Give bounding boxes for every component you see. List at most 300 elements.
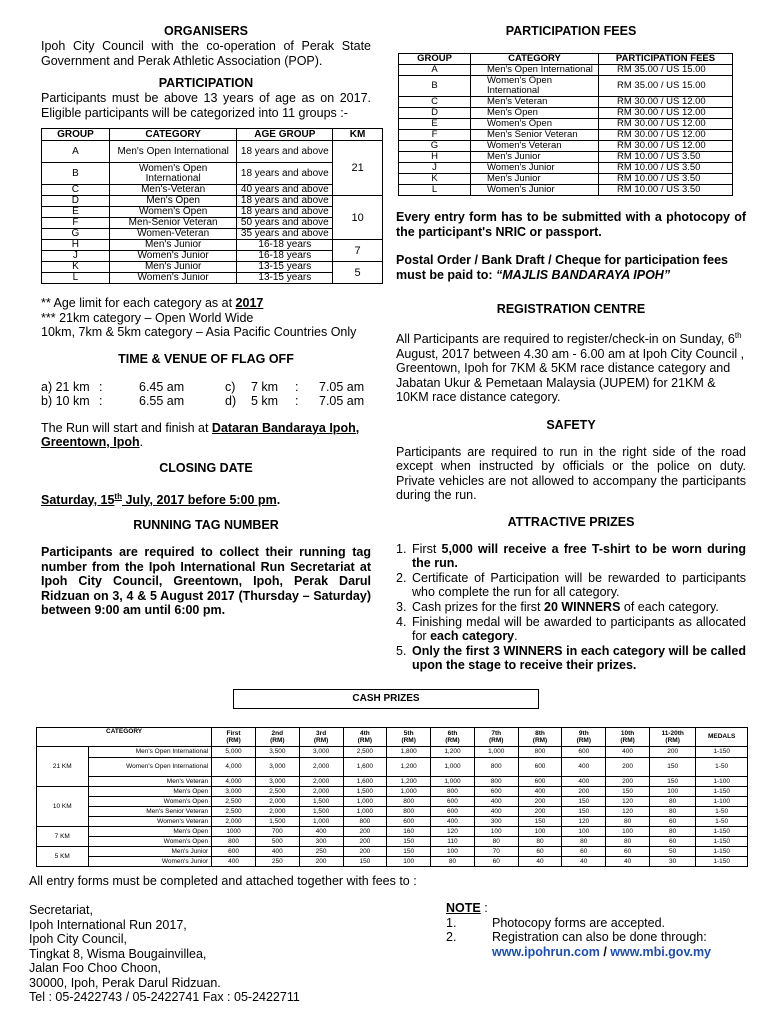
prize-text-part: First: [412, 541, 442, 556]
asia-pacific-note: 10km, 7km & 5km category – Asia Pacific Countries Only: [41, 325, 357, 339]
cash-value-cell: 150: [387, 847, 431, 857]
fees-row: [399, 119, 733, 130]
cash-value-cell: 60: [474, 857, 518, 867]
group-cell-km: 21: [333, 141, 383, 196]
group-cell-category: Men's Open: [109, 196, 237, 207]
payment-note: [396, 253, 746, 282]
cash-value-cell: 150: [606, 787, 650, 797]
prize-text-part: 20 WINNERS: [544, 599, 621, 614]
col-group: GROUP: [42, 129, 110, 141]
prize-item: [396, 542, 746, 570]
cash-value-cell: 110: [431, 837, 475, 847]
note-colon: :: [480, 901, 488, 915]
age-limit-note-text: ** Age limit for each category as at: [41, 296, 236, 310]
prize-text: [412, 571, 746, 599]
open-world-note: *** 21km category – Open World Wide: [41, 310, 254, 325]
cash-row: [37, 817, 748, 827]
participation-heading: PARTICIPATION: [158, 76, 254, 90]
cash-value-cell: 150: [343, 857, 387, 867]
cash-value-cell: 1,000: [474, 747, 518, 758]
flag-dist: 5 km: [251, 394, 279, 408]
flag-time: 6.45 am: [139, 379, 185, 394]
cash-col-header-bottom: (RM): [665, 737, 680, 744]
cash-value-cell: 200: [343, 837, 387, 847]
prize-number: 3.: [396, 599, 407, 614]
cash-col-header: [649, 728, 695, 747]
cash-col-header-bottom: (RM): [357, 737, 373, 744]
cash-value-cell: 3,500: [255, 747, 299, 758]
fees-row: [399, 141, 733, 152]
entry-form-note: Every entry form has to be submitted with a photocopy of the participant's NRIC or passport.: [396, 210, 746, 239]
cash-col-header-top: 2nd: [271, 729, 284, 737]
cash-category-cell: Women's Junior: [88, 857, 212, 867]
participation-text: Participants must be above 13 years of age as on 2017. Eligible participants will be categorized into 11 groups :-: [41, 91, 371, 120]
cash-value-cell: 2,500: [255, 787, 299, 797]
group-row: [42, 262, 383, 273]
cash-col-header-bottom: (RM): [226, 737, 241, 744]
cash-value-cell: 60: [518, 847, 562, 857]
note-text: Registration can also be done through:: [492, 930, 707, 944]
registration-links: [446, 945, 746, 960]
cash-value-cell: 200: [518, 807, 562, 817]
cash-value-cell: 600: [431, 807, 475, 817]
address-line: Jalan Foo Choo Choon,: [29, 961, 162, 975]
group-cell-category: Men's Junior: [109, 262, 237, 273]
cash-value-cell: 80: [562, 837, 606, 847]
fees-cell-group: K: [399, 174, 471, 185]
group-cell-age: 18 years and above: [237, 196, 333, 207]
flag-letter: d): [225, 394, 237, 408]
registration-sup: th: [734, 331, 742, 340]
cash-col-header-bottom: (RM): [313, 737, 329, 744]
group-cell-category: Men's Junior: [109, 240, 237, 251]
cash-value-cell: 400: [255, 847, 299, 857]
fees-cell-group: A: [399, 65, 471, 76]
cash-col-header-top: 9th: [578, 729, 589, 737]
cash-value-cell: 150: [649, 758, 695, 777]
cash-value-cell: 400: [299, 827, 343, 837]
cash-km-cell: 21 KM: [37, 747, 89, 787]
col-category: CATEGORY: [109, 129, 237, 141]
cash-value-cell: 1,500: [299, 797, 343, 807]
fees-cell-category: Men's Open International: [471, 65, 599, 76]
cash-value-cell: 800: [343, 817, 387, 827]
fees-cell-fee: RM 10.00 / US 3.50: [599, 174, 733, 185]
prize-text: [412, 615, 746, 643]
groups-table: [41, 128, 383, 284]
cash-value-cell: 1-50: [696, 817, 748, 827]
cash-value-cell: 60: [606, 847, 650, 857]
cash-value-cell: 40: [562, 857, 606, 867]
cash-value-cell: 1-150: [696, 837, 748, 847]
cash-value-cell: 800: [387, 807, 431, 817]
cash-col-header-top: 6th: [447, 729, 458, 737]
group-cell-category: Women's Open: [109, 207, 237, 218]
flag-time: 7.05 am: [319, 379, 365, 394]
fees-cell-fee: RM 35.00 / US 15.00: [599, 76, 733, 97]
cash-value-cell: 600: [212, 847, 256, 857]
cash-col-header-top: 3rd: [316, 729, 327, 737]
cash-value-cell: 3,000: [255, 777, 299, 787]
group-row: [42, 163, 383, 185]
cash-value-cell: 60: [562, 847, 606, 857]
cash-value-cell: 80: [649, 827, 695, 837]
fees-row: [399, 130, 733, 141]
group-cell-group: F: [42, 218, 110, 229]
age-limit-year: 2017: [235, 296, 264, 310]
cash-km-cell: 5 KM: [37, 847, 89, 867]
age-limit-note: [41, 296, 371, 311]
cash-value-cell: 1,000: [431, 758, 475, 777]
cash-value-cell: 800: [387, 797, 431, 807]
prize-text-part: 5,000 will receive a free T-shirt to be worn during the run.: [412, 541, 746, 570]
group-row: [42, 185, 383, 196]
cash-value-cell: 80: [606, 817, 650, 827]
fees-row: [399, 185, 733, 196]
note-number: 1.: [446, 915, 457, 930]
safety-text: Participants are required to run in the right side of the road except when instructed by officials or the police on duty. Private vehicles are not allowed to accompany the participants during the run.: [396, 444, 746, 503]
group-cell-age: 50 years and above: [237, 218, 333, 229]
cash-value-cell: 1-50: [696, 807, 748, 817]
cash-value-cell: 100: [387, 857, 431, 867]
cash-row: [37, 837, 748, 847]
cash-value-cell: 1,000: [299, 817, 343, 827]
cash-value-cell: 400: [562, 777, 606, 787]
cash-row: [37, 807, 748, 817]
cash-value-cell: 800: [431, 787, 475, 797]
fees-cell-group: L: [399, 185, 471, 196]
cash-value-cell: 4,000: [212, 777, 256, 787]
registration-text-a: All Participants are required to register/check-in on Sunday, 6: [396, 332, 735, 347]
cash-col-header-bottom: (RM): [620, 737, 635, 744]
fees-row: [399, 152, 733, 163]
cash-category-cell: Men's Open: [88, 787, 212, 797]
fees-table-body: [399, 65, 733, 196]
fees-heading: PARTICIPATION FEES: [505, 24, 637, 38]
cash-value-cell: 400: [474, 807, 518, 817]
cash-value-cell: 800: [212, 837, 256, 847]
organisers-heading: ORGANISERS: [163, 24, 249, 38]
cash-value-cell: 400: [606, 747, 650, 758]
fees-row: [399, 163, 733, 174]
cash-value-cell: 70: [474, 847, 518, 857]
cash-value-cell: 1,000: [343, 807, 387, 817]
fees-cell-category: Men's Senior Veteran: [471, 130, 599, 141]
safety-heading: SAFETY: [546, 417, 596, 432]
group-cell-age: 40 years and above: [237, 185, 333, 196]
group-cell-group: H: [42, 240, 110, 251]
prize-text-part: of each category.: [620, 599, 719, 614]
cash-km-cell: 10 KM: [37, 787, 89, 827]
fees-col-group: GROUP: [399, 54, 471, 65]
fees-cell-fee: RM 10.00 / US 3.50: [599, 152, 733, 163]
organisers-text: Ipoh City Council with the co-operation of Perak State Government and Perak Athletic Association (POP).: [41, 39, 371, 68]
group-cell-category: Men-Senior Veteran: [109, 218, 237, 229]
fees-cell-category: Women's Open: [471, 119, 599, 130]
group-cell-age: 16-18 years: [237, 251, 333, 262]
cash-value-cell: 1,800: [387, 747, 431, 758]
group-row: [42, 240, 383, 251]
group-row: [42, 229, 383, 240]
cash-value-cell: 2,500: [212, 797, 256, 807]
closing-date-b: July, 2017 before 5:00 pm: [121, 492, 277, 507]
cash-value-cell: 1-50: [696, 758, 748, 777]
cash-value-cell: 1-150: [696, 827, 748, 837]
fees-cell-fee: RM 10.00 / US 3.50: [599, 163, 733, 174]
cash-col-header: [255, 728, 299, 747]
cash-prizes-title: CASH PRIZES: [233, 689, 539, 709]
cash-value-cell: 2,000: [299, 758, 343, 777]
cash-value-cell: 1,200: [387, 758, 431, 777]
cash-row: [37, 797, 748, 807]
cash-value-cell: 40: [518, 857, 562, 867]
cash-value-cell: 400: [431, 817, 475, 827]
cash-value-cell: 160: [387, 827, 431, 837]
group-cell-group: E: [42, 207, 110, 218]
cash-row: [37, 758, 748, 777]
flag-colon: :: [99, 379, 103, 394]
prize-text-part: Cash prizes for the first: [412, 599, 544, 614]
cash-value-cell: 1,600: [343, 777, 387, 787]
cash-col-header-top: CATEGORY: [106, 728, 143, 735]
cash-value-cell: 2,000: [255, 797, 299, 807]
group-row: [42, 273, 383, 284]
fees-table: [398, 53, 733, 196]
secretariat-address: [29, 903, 429, 1005]
group-cell-category: Women-Veteran: [109, 229, 237, 240]
cash-value-cell: 80: [649, 797, 695, 807]
prizes-list: [396, 542, 746, 672]
cash-value-cell: 80: [606, 837, 650, 847]
group-cell-group: G: [42, 229, 110, 240]
prize-number: 2.: [396, 570, 407, 585]
group-cell-age: 18 years and above: [237, 163, 333, 185]
cash-value-cell: 120: [431, 827, 475, 837]
prize-number: 5.: [396, 643, 407, 658]
cash-value-cell: 1,000: [387, 787, 431, 797]
cash-value-cell: 300: [299, 837, 343, 847]
cash-value-cell: 250: [255, 857, 299, 867]
fees-row: [399, 174, 733, 185]
cash-value-cell: 2,000: [255, 807, 299, 817]
cash-value-cell: 100: [649, 787, 695, 797]
flag-off-heading: TIME & VENUE OF FLAG OFF: [118, 351, 294, 366]
group-cell-category: Men's Open International: [109, 141, 237, 163]
cash-row: [37, 747, 748, 758]
venue-suffix: .: [139, 435, 144, 449]
cash-col-header: [562, 728, 606, 747]
cash-value-cell: 200: [606, 777, 650, 787]
cash-km-cell: 7 KM: [37, 827, 89, 847]
group-cell-category: Women's Junior: [109, 273, 237, 284]
cash-value-cell: 200: [562, 787, 606, 797]
group-cell-age: 13-15 years: [237, 262, 333, 273]
fees-cell-fee: RM 30.00 / US 12.00: [599, 97, 733, 108]
registration-text: [396, 329, 746, 405]
running-tag-text: Participants are required to collect their running tag number from the Ipoh International Run Secretariat at Ipoh City Council, Greentown, Ipoh, Perak Darul Ridzuan on 3, 4 & 5 August 2017 (Thursday – Saturday) between 9:00 am until 6:00 pm.: [41, 545, 371, 618]
prizes-heading: ATTRACTIVE PRIZES: [507, 514, 635, 529]
cash-value-cell: 400: [212, 857, 256, 867]
flag-dist: a) 21 km: [41, 379, 90, 394]
cash-value-cell: 600: [562, 747, 606, 758]
fees-cell-fee: RM 30.00 / US 12.00: [599, 119, 733, 130]
group-cell-category: Women's Junior: [109, 251, 237, 262]
cash-category-cell: Men's Senior Veteran: [88, 807, 212, 817]
cash-col-header-top: 5th: [403, 729, 414, 737]
group-cell-age: 18 years and above: [237, 141, 333, 163]
cash-value-cell: 200: [649, 747, 695, 758]
cash-col-header: [606, 728, 650, 747]
prize-item: [396, 571, 746, 599]
cash-col-header-bottom: (RM): [576, 737, 592, 744]
cash-prizes-table: [36, 727, 748, 867]
registration-heading: REGISTRATION CENTRE: [496, 302, 646, 316]
cash-value-cell: 400: [474, 797, 518, 807]
cash-value-cell: 1,200: [387, 777, 431, 787]
cash-value-cell: 1,000: [431, 777, 475, 787]
cash-header-row: [37, 728, 748, 747]
cash-value-cell: 80: [518, 837, 562, 847]
cash-value-cell: 2,000: [299, 787, 343, 797]
cash-value-cell: 700: [255, 827, 299, 837]
prize-item: [396, 600, 746, 614]
fees-cell-category: Men's Junior: [471, 174, 599, 185]
cash-value-cell: 1-100: [696, 797, 748, 807]
cash-col-header: [387, 728, 431, 747]
cash-col-header-top: 4th: [360, 729, 370, 737]
cash-value-cell: 3,000: [212, 787, 256, 797]
group-row: [42, 251, 383, 262]
cash-value-cell: 120: [562, 817, 606, 827]
payee-name: “MAJLIS BANDARAYA IPOH”: [496, 267, 671, 282]
cash-value-cell: 1000: [212, 827, 256, 837]
cash-col-header-bottom: (RM): [489, 737, 504, 744]
group-cell-group: C: [42, 185, 110, 196]
cash-row: [37, 857, 748, 867]
group-row: [42, 196, 383, 207]
note-item: [446, 930, 746, 945]
cash-category-cell: Men's Open: [88, 827, 212, 837]
cash-value-cell: 100: [518, 827, 562, 837]
cash-col-header-top: 8th: [535, 729, 545, 737]
col-km: KM: [333, 129, 383, 141]
mbi-link[interactable]: www.mbi.gov.my: [610, 944, 712, 959]
fees-cell-fee: RM 10.00 / US 3.50: [599, 185, 733, 196]
address-line: Tingkat 8, Wisma Bougainvillea,: [29, 946, 207, 961]
payment-note-text: Postal Order / Bank Draft / Cheque for participation fees must be paid to:: [396, 253, 729, 282]
group-cell-age: 18 years and above: [237, 207, 333, 218]
cash-category-cell: Women's Open: [88, 837, 212, 847]
prize-number: 1.: [396, 541, 407, 556]
fees-cell-fee: RM 30.00 / US 12.00: [599, 108, 733, 119]
fees-cell-category: Women's Junior: [471, 163, 599, 174]
ipohrun-link[interactable]: www.ipohrun.com: [492, 944, 600, 959]
groups-table-body: [42, 141, 383, 284]
cash-value-cell: 80: [649, 807, 695, 817]
note-heading: [446, 901, 746, 916]
note-item: [446, 916, 746, 931]
fees-cell-group: C: [399, 97, 471, 108]
cash-value-cell: 250: [299, 847, 343, 857]
fees-row: [399, 65, 733, 76]
cash-prizes-body: [37, 747, 748, 867]
cash-col-header-bottom: (RM): [401, 737, 416, 744]
address-line: 30000, Ipoh, Perak Darul Ridzuan.: [29, 975, 221, 990]
closing-date-end: .: [276, 492, 281, 507]
flag-dist: b) 10 km: [41, 394, 90, 408]
cash-value-cell: 4,000: [212, 758, 256, 777]
flag-off-times: [41, 380, 371, 409]
cash-category-cell: Women's Open International: [88, 758, 212, 777]
cash-col-header-bottom: (RM): [532, 737, 548, 744]
group-cell-age: 16-18 years: [237, 240, 333, 251]
group-cell-km: 5: [333, 262, 383, 284]
group-cell-group: J: [42, 251, 110, 262]
fees-cell-group: B: [399, 76, 471, 97]
cash-value-cell: 800: [518, 747, 562, 758]
fees-cell-category: Women's Junior: [471, 185, 599, 196]
cash-value-cell: 1,200: [431, 747, 475, 758]
cash-value-cell: 2,000: [212, 817, 256, 827]
cash-value-cell: 3,000: [299, 747, 343, 758]
prize-text: [412, 600, 719, 614]
group-cell-category: Women's Open International: [109, 163, 237, 185]
cash-value-cell: 1-150: [696, 787, 748, 797]
cash-category-cell: Men's Veteran: [88, 777, 212, 787]
fees-cell-fee: RM 35.00 / US 15.00: [599, 65, 733, 76]
cash-category-cell: Men's Open International: [88, 747, 212, 758]
cash-value-cell: 1,600: [343, 758, 387, 777]
cash-value-cell: 120: [606, 797, 650, 807]
cash-value-cell: 200: [299, 857, 343, 867]
group-row: [42, 218, 383, 229]
cash-value-cell: 3,000: [255, 758, 299, 777]
cash-col-header: [299, 728, 343, 747]
cash-value-cell: 150: [562, 807, 606, 817]
group-cell-km: 10: [333, 196, 383, 240]
note-section: [446, 901, 746, 959]
note-number: 2.: [446, 930, 457, 944]
cash-col-header: [37, 728, 212, 747]
fees-cell-group: D: [399, 108, 471, 119]
cash-value-cell: 150: [387, 837, 431, 847]
cash-category-cell: Men's Junior: [88, 847, 212, 857]
cash-prizes-head: [37, 728, 748, 747]
cash-value-cell: 400: [562, 758, 606, 777]
venue-text: [41, 421, 371, 450]
group-cell-km: 7: [333, 240, 383, 262]
fees-cell-category: Men's Open: [471, 108, 599, 119]
cash-value-cell: 600: [474, 787, 518, 797]
fees-cell-fee: RM 30.00 / US 12.00: [599, 141, 733, 152]
cash-value-cell: 150: [562, 797, 606, 807]
prize-text: [412, 542, 746, 570]
cash-value-cell: 600: [387, 817, 431, 827]
cash-value-cell: 1,500: [343, 787, 387, 797]
fees-cell-group: G: [399, 141, 471, 152]
fees-col-category: CATEGORY: [471, 54, 599, 65]
cash-col-header-bottom: (RM): [445, 737, 460, 744]
cash-value-cell: 60: [649, 837, 695, 847]
fees-cell-category: Women's Veteran: [471, 141, 599, 152]
address-line: Secretariat,: [29, 903, 93, 917]
cash-category-cell: Women's Open: [88, 797, 212, 807]
fees-cell-category: Men's Veteran: [471, 97, 599, 108]
fees-row: [399, 97, 733, 108]
cash-value-cell: 2,500: [212, 807, 256, 817]
cash-value-cell: 400: [518, 787, 562, 797]
closing-date: [41, 490, 371, 508]
